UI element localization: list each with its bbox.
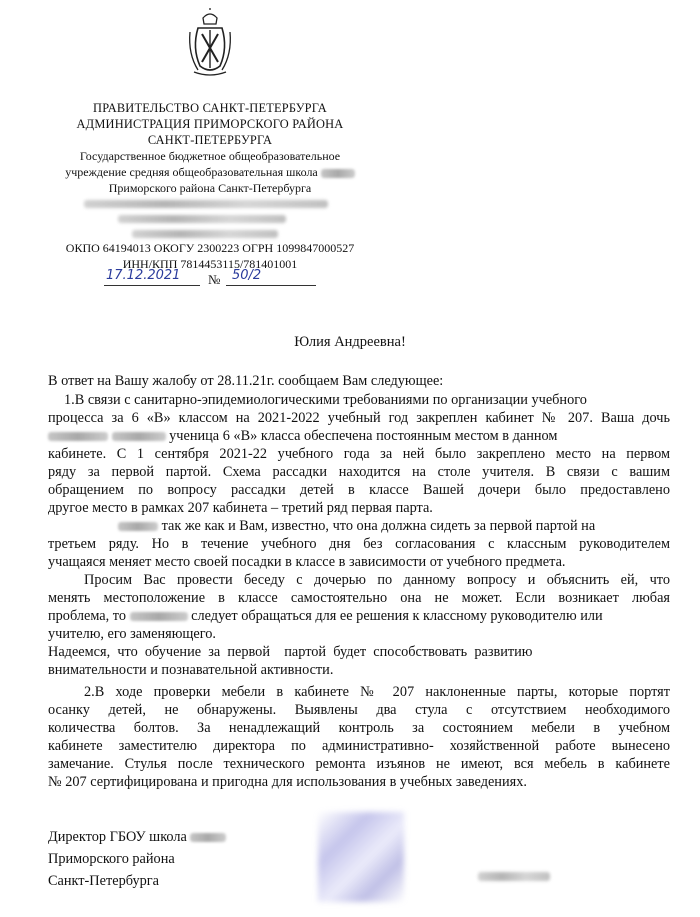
number-underline — [226, 285, 316, 286]
redacted-address — [84, 200, 328, 208]
p1-line4: кабинете. С 1 сентября 2021-22 учебного года за ней было закреплено место на первом — [48, 446, 670, 462]
p5-line1: 2.В ходе проверки мебели в кабинете № 207 наклоненные парты, которые портят — [84, 684, 670, 700]
signature-title-line3: Санкт-Петербурга — [48, 873, 159, 889]
p5-line5: замечание. Стулья после технического ремонта изъянов не имеют, вся мебель в кабинете — [48, 756, 670, 772]
p5-line6: № 207 сертифицирована и пригодна для использования в учебных заведениях. — [48, 774, 527, 790]
org-name-line3: Приморского района Санкт-Петербурга — [108, 181, 312, 195]
redacted-surname — [48, 432, 108, 441]
redacted-phone — [118, 215, 286, 223]
signature-title-line1: Директор ГБОУ школа — [48, 828, 226, 846]
redacted-child-name — [118, 522, 158, 531]
redacted-signature — [318, 812, 404, 902]
government-title: ПРАВИТЕЛЬСТВО САНКТ-ПЕТЕРБУРГА — [93, 101, 327, 115]
administration-title: АДМИНИСТРАЦИЯ ПРИМОРСКОГО РАЙОНА — [76, 117, 344, 131]
p2-line3: учащаяся меняет место своей посадки в классе в зависимости от учебного предмета. — [48, 554, 566, 570]
org-name-line2: учреждение средняя общеобразовательная школа — [40, 164, 380, 180]
letter-number: 50/2 — [232, 268, 262, 283]
p3-line3: проблема, то следует обращаться для ее решения к классному руководителю или — [48, 608, 603, 624]
p5-line2: осанку детей, не обнаружены. Выявлены два стула с отсутствием необходимого — [48, 702, 670, 718]
redacted-child-name-2 — [130, 612, 188, 621]
redacted-email — [132, 230, 278, 238]
city-title: САНКТ-ПЕТЕРБУРГА — [147, 133, 273, 147]
inn-kpp: ИНН/КПП 7814453115/781401001 — [122, 257, 298, 271]
p1-line6: обращением по вопросу рассадки детей в классе Вашей дочери было предоставлено — [48, 482, 670, 498]
p3-line1: Просим Вас провести беседу с дочерью по данному вопросу и объяснить ей, что — [84, 572, 670, 588]
redacted-school-number — [321, 169, 355, 178]
p1-line3: ученица 6 «В» класса обеспечена постоянным местом в данном — [48, 427, 670, 445]
p5-line4: кабинете заместителю директора по административно- хозяйственной работе вынесено — [48, 738, 670, 754]
number-sign: № — [208, 272, 221, 287]
redacted-director-name — [478, 872, 550, 881]
p4-line1: Надеемся, что обучение за первой партой будет способствовать развитию — [48, 644, 533, 660]
redacted-school-number-2 — [190, 833, 226, 842]
p3-line4: учителю, его заменяющего. — [48, 626, 217, 642]
greeting: Юлия Андреевна! — [294, 334, 406, 350]
p5-line3: количества болтов. За ненадлежащий контроль за состоянием мебели в учебном — [48, 720, 670, 736]
signature-title-line2: Приморского района — [48, 851, 175, 867]
p1-line5: ряду за первой партой. Схема рассадки находится на столе учителя. В связи с вашим — [48, 464, 670, 480]
intro-line: В ответ на Вашу жалобу от 28.11.21г. сообщаем Вам следующее: — [48, 373, 444, 389]
letter-date: 17.12.2021 — [106, 268, 181, 283]
redacted-name — [112, 432, 166, 441]
p1-line7: другое место в рамках 207 кабинета – третий ряд первая парта. — [48, 500, 433, 516]
p2-line1: так же как и Вам, известно, что она должна сидеть за первой партой на — [118, 517, 595, 535]
p1-line1: 1.В связи с санитарно-эпидемиологическими требованиями по организации учебного — [64, 392, 587, 408]
p1-line2: процесса за 6 «В» классом на 2021-2022 учебный год закреплен кабинет № 207. Ваша дочь — [48, 410, 670, 426]
registry-codes: ОКПО 64194013 ОКОГУ 2300223 ОГРН 1099847000527 — [65, 241, 355, 255]
date-underline — [104, 285, 200, 286]
coat-of-arms-icon — [186, 8, 234, 78]
p4-line2: внимательности и познавательной активности. — [48, 662, 334, 678]
p3-line2: менять местоположение в классе самостоятельно она не может. Если возникает любая — [48, 590, 670, 606]
p2-line2: третьем ряду. Но в течение учебного дня без согласования с классным руководителем — [48, 536, 670, 552]
org-name-line1: Государственное бюджетное общеобразовательное — [79, 149, 341, 163]
